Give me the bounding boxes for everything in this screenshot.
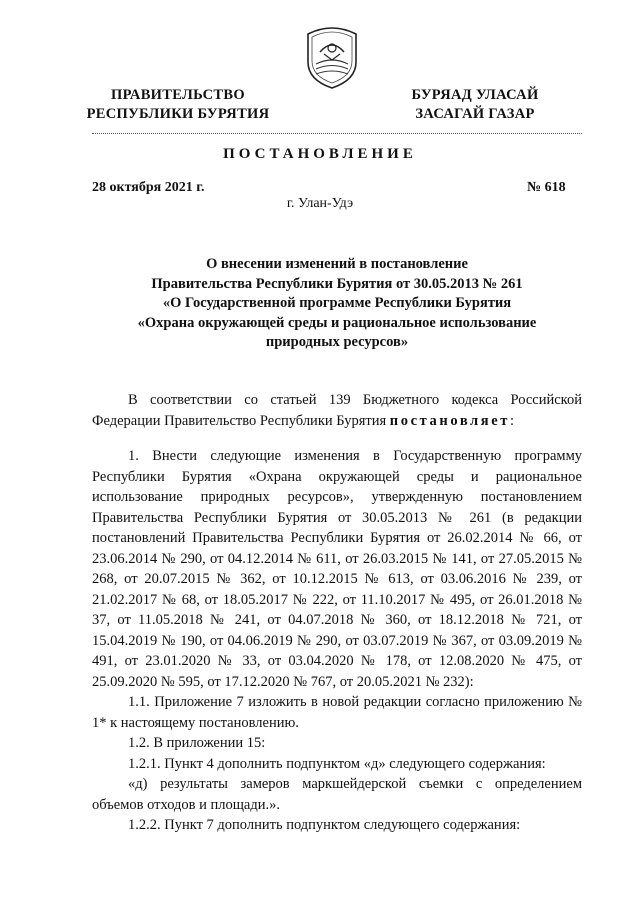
government-name-bua — [380, 86, 570, 124]
subject-line: природных ресурсов» — [265, 334, 409, 350]
item-1-2-2: 1.2.2. Пункт 7 дополнить подпунктом следующего содержания: — [128, 817, 521, 833]
item-1: 1. Внести следующие изменения в Государственную программу Республики Бурятия «Охрана окружающей среды и рациональное использование природных ресурсов», утвержденную постановлением Правительства Республики Бурятия от 30.05.2013 № 261 (в редакции постановлений Правительства Республики Бурятия от 26.02.2014 № 66, от 23.06.2014 № 290, от 04.12.2014 № 611, от 26.03.2015 № 141, от 27.05.2015 № 268, от 20.07.2015 № 362, от 10.12.2015 № 613, от 03.06.2016 № 239, от 21.02.2017 № 68, от 18.05.2017 № 222, от 11.10.2017 № 495, от 26.01.2018 № 37, от 11.05.2018 № 241, от 04.07.2018 № 360, от 18.12.2018 № 721, от 15.04.2019 № 190, от 04.06.2019 № 290, от 03.07.2019 № 367, от 03.09.2019 № 491, от 23.01.2020 № 33, от 03.04.2020 № 178, от 12.08.2020 № 475, от 25.09.2020 № 595, от 17.12.2020 № 767, от 20.05.2021 № 232): — [92, 448, 582, 690]
document-subject — [92, 255, 582, 353]
preamble-paragraph — [92, 390, 582, 431]
item-1-1: 1.1. Приложение 7 изложить в новой редакции согласно приложению № 1* к настоящему постановлению. — [92, 694, 582, 731]
government-name-ru — [78, 86, 278, 124]
coat-of-arms-icon — [300, 24, 364, 90]
government-name-ru-line1: ПРАВИТЕЛЬСТВО — [111, 87, 245, 103]
item-1-2: 1.2. В приложении 15: — [128, 735, 266, 751]
government-name-ru-line2: РЕСПУБЛИКИ БУРЯТИЯ — [86, 106, 270, 122]
item-1-2-1: 1.2.1. Пункт 4 дополнить подпунктом «д» следующего содержания: — [128, 755, 546, 772]
document-type-title: ПОСТАНОВЛЕНИЕ — [223, 146, 417, 162]
document-city: г. Улан-Удэ — [286, 196, 354, 211]
preamble-text: В соответствии со статьей 139 Бюджетного кодекса Российской Федерации Правительство Республики Бурятия — [92, 392, 582, 429]
subject-line: О внесении изменений в постановление — [206, 256, 468, 272]
document-body — [92, 390, 582, 836]
subject-line: «О Государственной программе Республики Бурятия — [162, 295, 512, 311]
decree-word: постановляет — [389, 412, 510, 429]
subject-line: Правительства Республики Бурятия от 30.05.2013 № 261 — [151, 275, 523, 292]
header-divider — [92, 133, 582, 134]
preamble-end: : — [510, 412, 515, 429]
government-name-bua-line1: БУРЯАД УЛАСАЙ — [411, 87, 539, 103]
document-date: 28 октября 2021 г. — [92, 180, 205, 195]
document-number: № 618 — [527, 180, 566, 195]
item-1-2-1-quote: «д) результаты замеров маркшейдерской съемки с определением объемов отходов и площади.». — [92, 776, 582, 813]
subject-line: «Охрана окружающей среды и рациональное использование — [137, 314, 537, 331]
government-name-bua-line2: ЗАСАГАЙ ГАЗАР — [415, 106, 535, 122]
